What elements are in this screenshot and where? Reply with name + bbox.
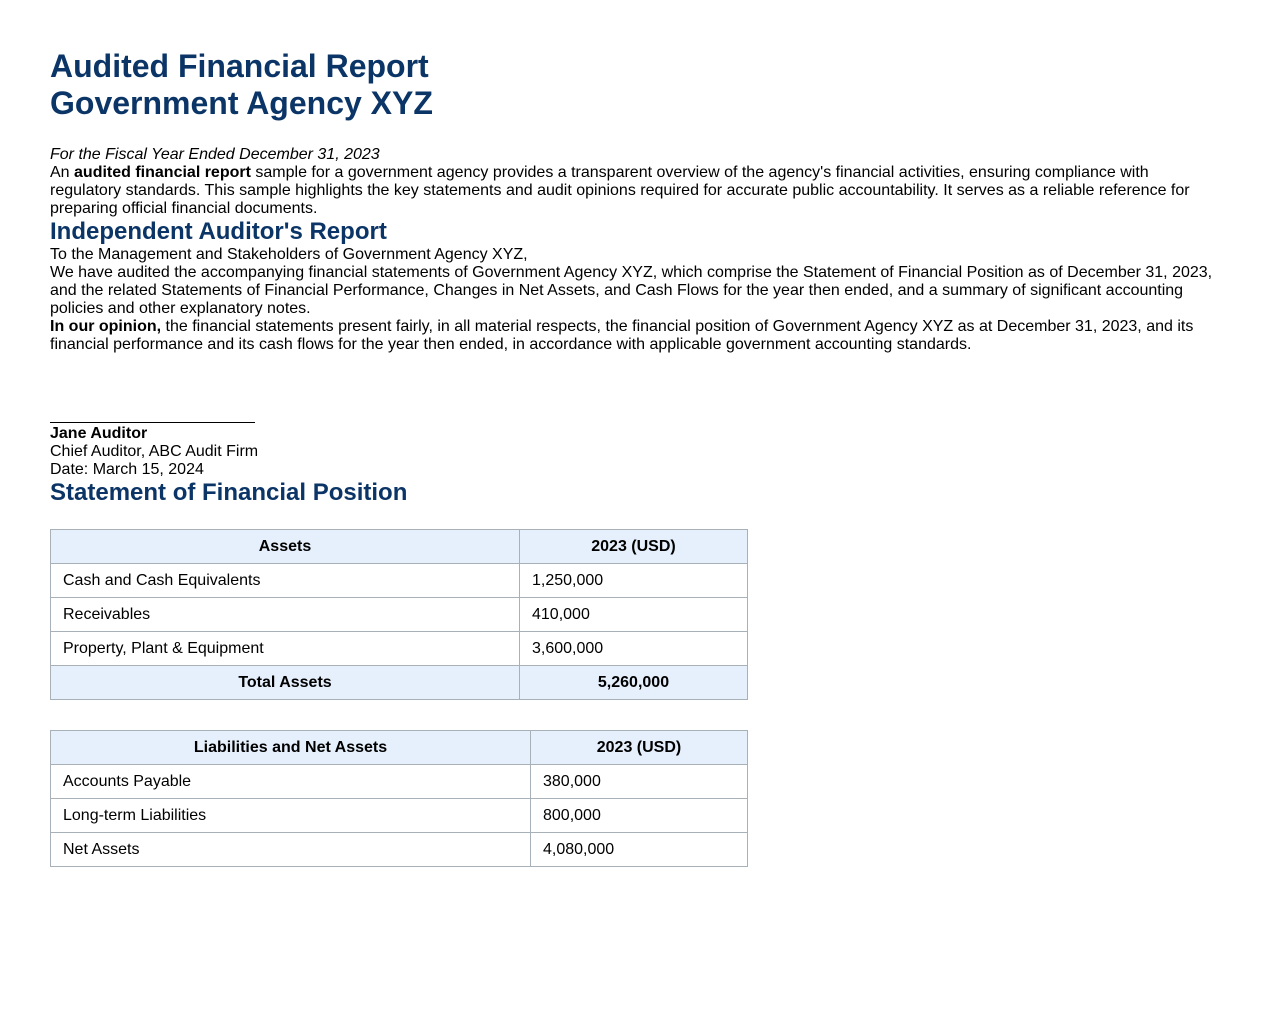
opinion-bold: In our opinion,: [50, 318, 162, 335]
total-value: 5,260,000: [520, 666, 748, 700]
financial-position-heading: Statement of Financial Position: [50, 479, 408, 506]
table-row: [51, 765, 748, 799]
column-header-liabilities: Liabilities and Net Assets: [51, 731, 531, 765]
row-item: Cash and Cash Equivalents: [51, 564, 520, 598]
row-value: 410,000: [520, 598, 748, 632]
signer-role: Chief Auditor, ABC Audit Firm: [50, 443, 259, 460]
table-row: [51, 598, 748, 632]
intro-rest: sample for a government agency provides a transparent overview of the agency's financial activities, ensuring compliance with regulatory standards. This sample highlights the key statements and audit opinions required for accurate public accountability. It serves as a reliable reference for preparing official financial documents.: [50, 164, 1190, 217]
row-value: 4,080,000: [531, 833, 748, 867]
opinion-rest: the financial statements present fairly, in all material respects, the financial position of Government Agency XYZ as at December 31, 2023, and its financial performance and its cash flows for the year then ended, in accordance with applicable government accounting standards.: [50, 318, 1194, 353]
total-label: Total Assets: [51, 666, 520, 700]
liabilities-table: [50, 730, 748, 867]
row-value: 1,250,000: [520, 564, 748, 598]
signature-block: [50, 422, 1213, 479]
intro-paragraph: [50, 164, 1213, 218]
report-title: [50, 48, 1213, 122]
title-line-2: Government Agency XYZ: [50, 85, 433, 121]
column-header-amount: 2023 (USD): [531, 731, 748, 765]
assets-table: [50, 529, 748, 700]
column-header-amount: 2023 (USD): [520, 530, 748, 564]
table-row: [51, 632, 748, 666]
table-header-row: [51, 731, 748, 765]
intro-bold-term: audited financial report: [74, 164, 251, 181]
column-header-assets: Assets: [51, 530, 520, 564]
row-item: Accounts Payable: [51, 765, 531, 799]
row-value: 3,600,000: [520, 632, 748, 666]
intro-lead: An: [50, 164, 75, 181]
signature-date: Date: March 15, 2024: [50, 461, 204, 478]
opinion-paragraph: [50, 318, 1213, 354]
table-row: [51, 833, 748, 867]
row-value: 380,000: [531, 765, 748, 799]
row-item: Receivables: [51, 598, 520, 632]
total-row: [51, 666, 748, 700]
row-item: Long-term Liabilities: [51, 799, 531, 833]
audit-scope-paragraph: We have audited the accompanying financial statements of Government Agency XYZ, which comprise the Statement of Financial Position as of December 31, 2023, and the related Statements of Financial Performance, Changes in Net Assets, and Cash Flows for the year then ended, and a summary of significant accounting policies and other explanatory notes.: [50, 264, 1213, 317]
row-item: Property, Plant & Equipment: [51, 632, 520, 666]
auditor-report-heading: Independent Auditor's Report: [50, 218, 387, 245]
signer-name: Jane Auditor: [50, 425, 148, 442]
row-value: 800,000: [531, 799, 748, 833]
table-row: [51, 564, 748, 598]
table-header-row: [51, 530, 748, 564]
row-item: Net Assets: [51, 833, 531, 867]
salutation: To the Management and Stakeholders of Government Agency XYZ,: [50, 246, 528, 263]
title-line-1: Audited Financial Report: [50, 48, 429, 84]
fiscal-year-subtitle: For the Fiscal Year Ended December 31, 2023: [50, 146, 380, 163]
table-row: [51, 799, 748, 833]
signature-line: [50, 422, 255, 423]
